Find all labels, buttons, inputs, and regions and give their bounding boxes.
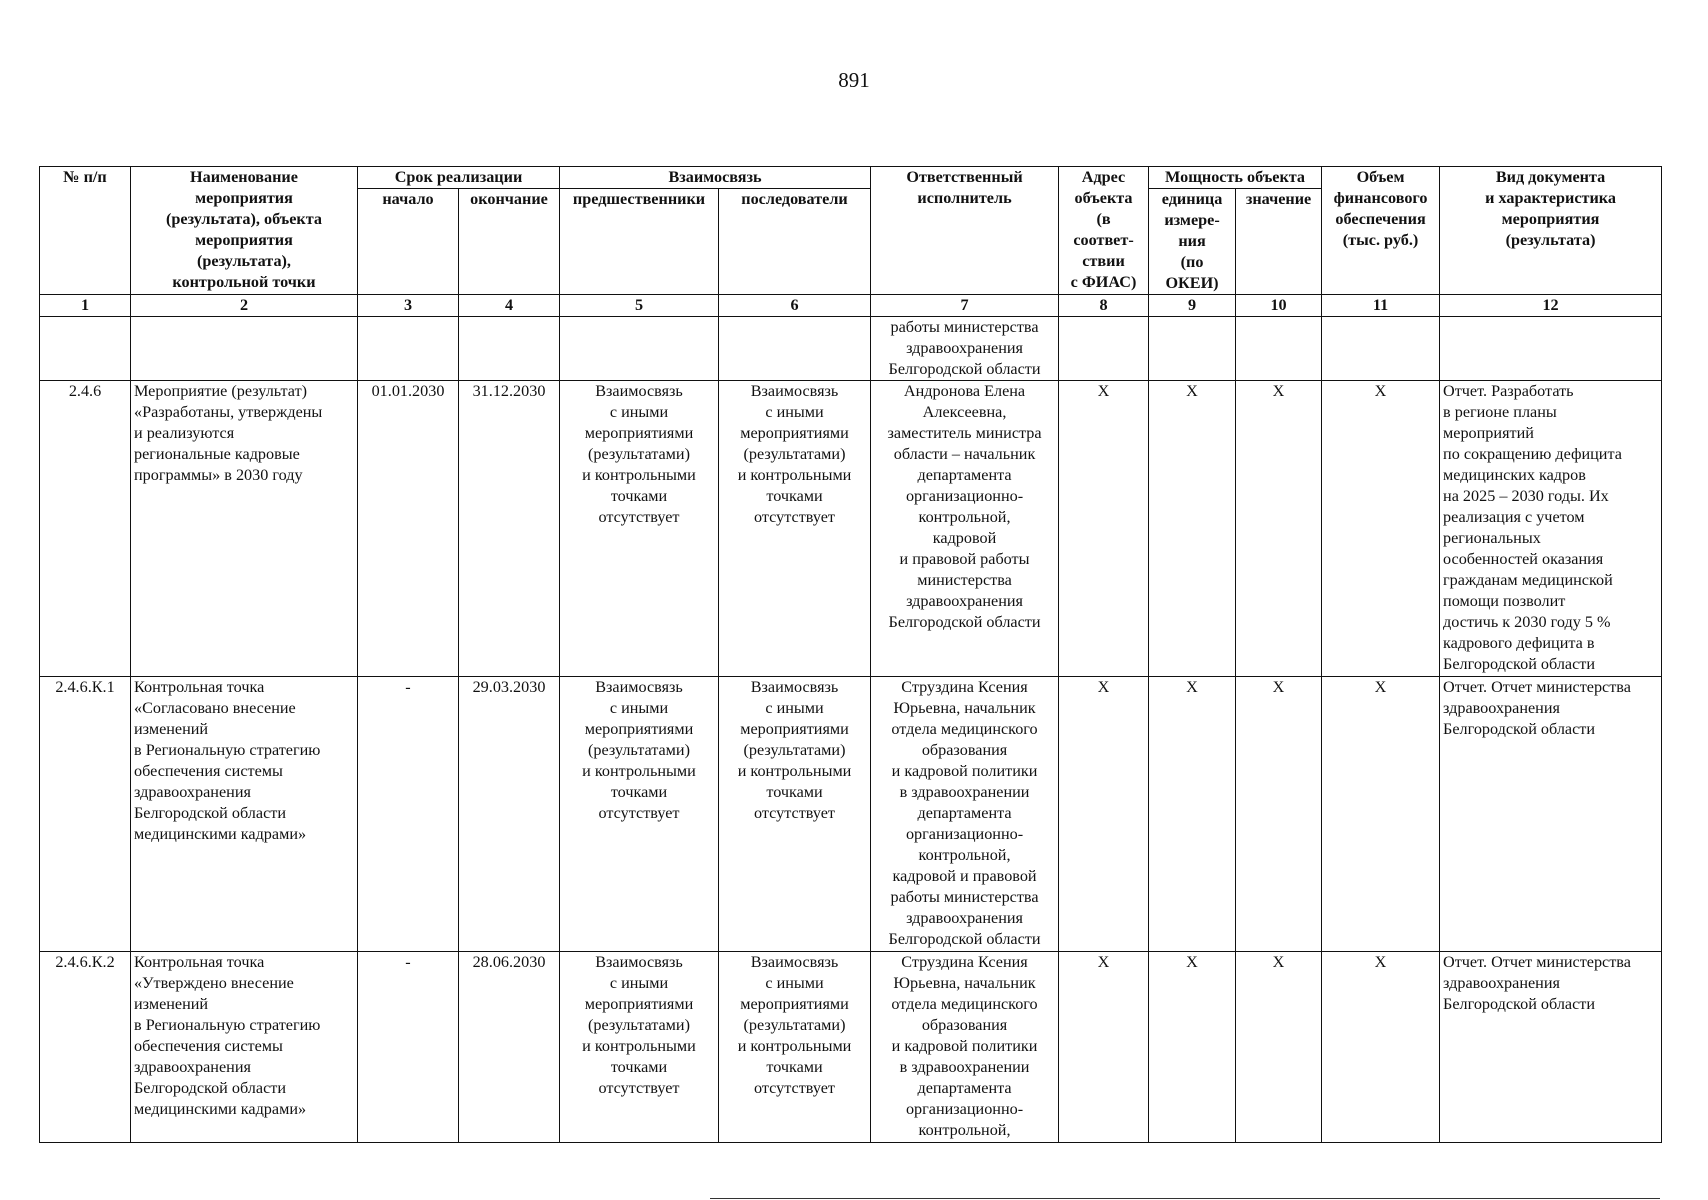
header-document: Вид документа и характеристика мероприятия (результата) xyxy=(1440,167,1662,295)
column-number: 5 xyxy=(560,295,719,317)
bottom-rule xyxy=(710,1198,1660,1199)
row-successors: Взаимосвязь с иными мероприятиями (результатами) и контрольными точками отсутствует xyxy=(719,677,871,952)
column-number: 1 xyxy=(40,295,131,317)
row-end: 31.12.2030 xyxy=(459,381,560,677)
row-value xyxy=(1236,317,1322,381)
row-end: 28.06.2030 xyxy=(459,952,560,1143)
column-number: 11 xyxy=(1322,295,1440,317)
row-name: Контрольная точка «Утверждено внесение изменений в Региональную стратегию обеспечения системы здравоохранения Белгородской области медицинскими кадрами» xyxy=(131,952,358,1143)
header-power: Мощность объекта xyxy=(1149,167,1322,189)
header-successors: последователи xyxy=(719,189,871,295)
column-numbers-row xyxy=(40,295,1662,317)
row-predecessors xyxy=(560,317,719,381)
table-row xyxy=(40,381,1662,677)
column-number: 10 xyxy=(1236,295,1322,317)
row-number: 2.4.6.К.2 xyxy=(40,952,131,1143)
row-address: X xyxy=(1059,381,1149,677)
header-unit: единица измере- ния (по ОКЕИ) xyxy=(1149,189,1236,295)
row-number xyxy=(40,317,131,381)
row-address: X xyxy=(1059,952,1149,1143)
row-successors xyxy=(719,317,871,381)
row-name: Контрольная точка «Согласовано внесение изменений в Региональную стратегию обеспечения системы здравоохранения Белгородской области медицинскими кадрами» xyxy=(131,677,358,952)
header-end: окончание xyxy=(459,189,560,295)
row-unit: X xyxy=(1149,381,1236,677)
row-unit: X xyxy=(1149,677,1236,952)
row-end xyxy=(459,317,560,381)
header-value: значение xyxy=(1236,189,1322,295)
row-successors: Взаимосвязь с иными мероприятиями (результатами) и контрольными точками отсутствует xyxy=(719,381,871,677)
header-address: Адрес объекта (в соответ- ствии с ФИАС) xyxy=(1059,167,1149,295)
row-name: Мероприятие (результат) «Разработаны, утверждены и реализуются региональные кадровые программы» в 2030 году xyxy=(131,381,358,677)
header-link: Взаимосвязь xyxy=(560,167,871,189)
header-name: Наименование мероприятия (результата), объекта мероприятия (результата), контрольной точки xyxy=(131,167,358,295)
row-end: 29.03.2030 xyxy=(459,677,560,952)
row-name xyxy=(131,317,358,381)
header-period: Срок реализации xyxy=(358,167,560,189)
column-number: 9 xyxy=(1149,295,1236,317)
row-successors: Взаимосвязь с иными мероприятиями (результатами) и контрольными точками отсутствует xyxy=(719,952,871,1143)
row-number: 2.4.6 xyxy=(40,381,131,677)
row-number: 2.4.6.К.1 xyxy=(40,677,131,952)
column-number: 7 xyxy=(871,295,1059,317)
row-start xyxy=(358,317,459,381)
header-predecessors: предшественники xyxy=(560,189,719,295)
row-unit: X xyxy=(1149,952,1236,1143)
row-start: - xyxy=(358,677,459,952)
row-document: Отчет. Отчет министерства здравоохранения Белгородской области xyxy=(1440,677,1662,952)
row-responsible: Струздина Ксения Юрьевна, начальник отдела медицинского образования и кадровой политики в здравоохранении департамента организационно- контрольной, кадровой и правовой работы министерства здравоохранения Белгородской области xyxy=(871,677,1059,952)
table-row xyxy=(40,317,1662,381)
row-financing xyxy=(1322,317,1440,381)
row-start: 01.01.2030 xyxy=(358,381,459,677)
header-start: начало xyxy=(358,189,459,295)
column-number: 12 xyxy=(1440,295,1662,317)
row-unit xyxy=(1149,317,1236,381)
row-start: - xyxy=(358,952,459,1143)
row-predecessors: Взаимосвязь с иными мероприятиями (результатами) и контрольными точками отсутствует xyxy=(560,677,719,952)
row-responsible: Струздина Ксения Юрьевна, начальник отдела медицинского образования и кадровой политики в здравоохранении департамента организационно- контрольной, xyxy=(871,952,1059,1143)
row-document xyxy=(1440,317,1662,381)
row-value: X xyxy=(1236,677,1322,952)
table-row xyxy=(40,677,1662,952)
row-document: Отчет. Отчет министерства здравоохранения Белгородской области xyxy=(1440,952,1662,1143)
row-predecessors: Взаимосвязь с иными мероприятиями (результатами) и контрольными точками отсутствует xyxy=(560,952,719,1143)
row-financing: X xyxy=(1322,381,1440,677)
row-financing: X xyxy=(1322,952,1440,1143)
row-financing: X xyxy=(1322,677,1440,952)
row-address xyxy=(1059,317,1149,381)
column-number: 3 xyxy=(358,295,459,317)
row-value: X xyxy=(1236,952,1322,1143)
header-num: № п/п xyxy=(40,167,131,295)
page-number: 891 xyxy=(838,68,870,92)
row-responsible: Андронова Елена Алексеевна, заместитель министра области – начальник департамента организационно- контрольной, кадровой и правовой работы министерства здравоохранения Белгородской области xyxy=(871,381,1059,677)
column-number: 8 xyxy=(1059,295,1149,317)
header-responsible: Ответственный исполнитель xyxy=(871,167,1059,295)
table-row xyxy=(40,952,1662,1143)
row-document: Отчет. Разработать в регионе планы мероприятий по сокращению дефицита медицинских кадров на 2025 – 2030 годы. Их реализация с учетом региональных особенностей оказания гражданам медицинской помощи позволит достичь к 2030 году 5 % кадрового дефицита в Белгородской области xyxy=(1440,381,1662,677)
row-responsible: работы министерства здравоохранения Белгородской области xyxy=(871,317,1059,381)
row-address: X xyxy=(1059,677,1149,952)
header-financing: Объем финансового обеспечения (тыс. руб.) xyxy=(1322,167,1440,295)
row-value: X xyxy=(1236,381,1322,677)
column-number: 2 xyxy=(131,295,358,317)
column-number: 4 xyxy=(459,295,560,317)
plan-table xyxy=(39,166,1662,1143)
table-header xyxy=(40,167,1662,317)
column-number: 6 xyxy=(719,295,871,317)
row-predecessors: Взаимосвязь с иными мероприятиями (результатами) и контрольными точками отсутствует xyxy=(560,381,719,677)
